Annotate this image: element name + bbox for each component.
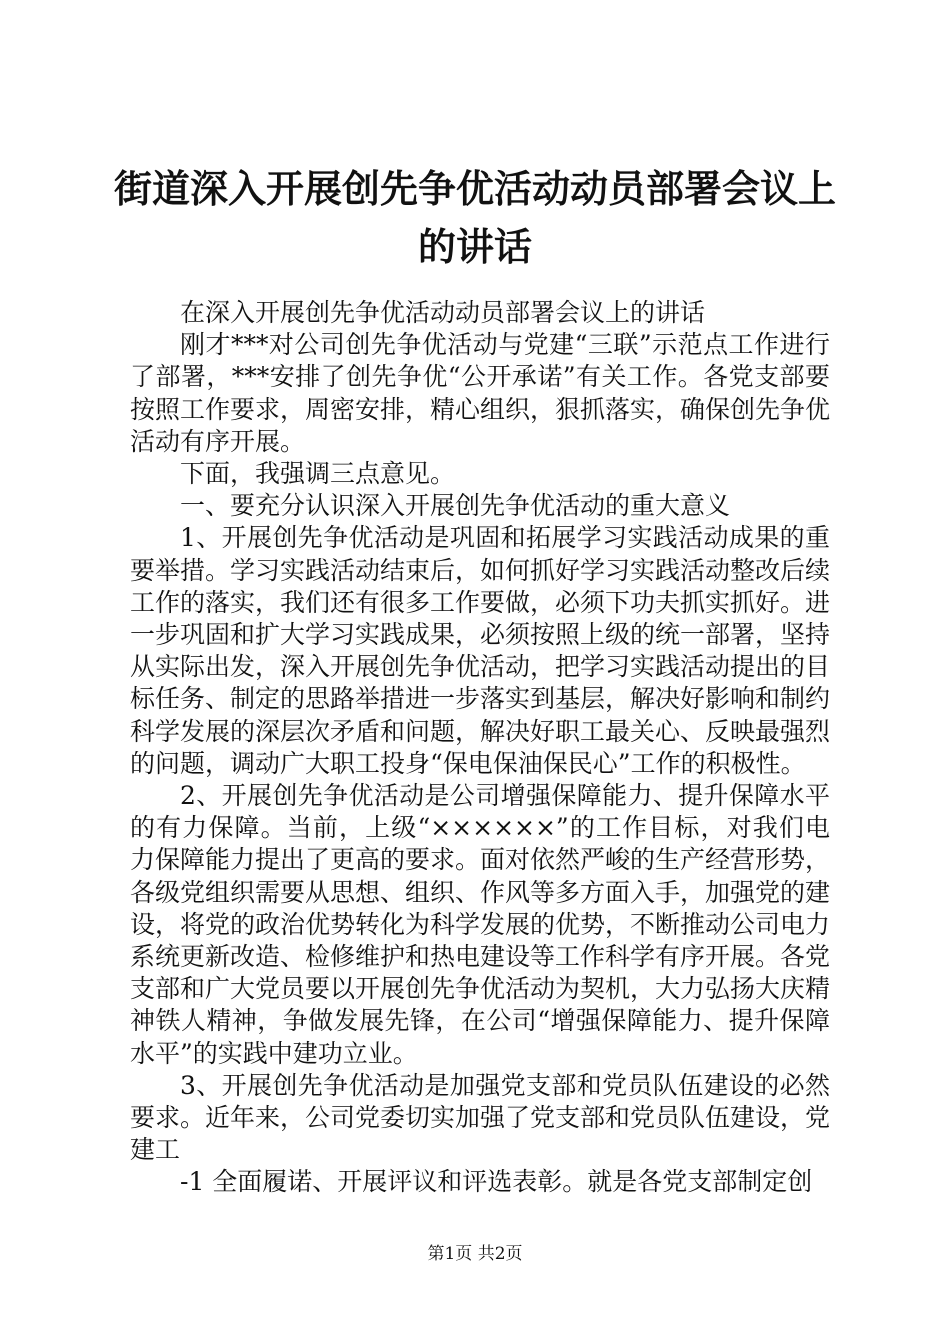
- paragraph-fragment: -1 全面履诺、开展评议和评选表彰。就是各党支部制定创: [180, 1167, 813, 1197]
- document-title: 街道深入开展创先争优活动动员部署会议上的讲话: [113, 167, 836, 269]
- page-footer: 第1页 共2页: [427, 1244, 523, 1264]
- paragraph-subtitle: 在深入开展创先争优活动动员部署会议上的讲话: [180, 298, 706, 327]
- section-heading-1: 一、要充分认识深入开展创先争优活动的重大意义: [180, 491, 731, 521]
- paragraph-opening: 刚才***对公司创先争优活动与党建“三联”示范点工作进行了部署，***安排了创先争优“公开承诺”有关工作。各党支部要按照工作要求，周密安排，精心组织，狠抓落实，确保创先争优活动有序开展。: [130, 330, 831, 456]
- paragraph-intro: 下面，我强调三点意见。: [180, 459, 456, 489]
- paragraph-point-2: 2、开展创先争优活动是公司增强保障能力、提升保障水平的有力保障。当前，上级“××××××”的工作目标，对我们电力保障能力提出了更高的要求。面对依然严峻的生产经营形势，各级党组织需要从思想、组织、作风等多方面入手，加强党的建设，将党的政治优势转化为科学发展的优势，不断推动公司电力系统更新改造、检修维护和热电建设等工作科学有序开展。各党支部和广大党员要以开展创先争优活动为契机，大力弘扬大庆精神铁人精神，争做发展先锋，在公司“增强保障能力、提升保障水平”的实践中建功立业。: [130, 781, 831, 1068]
- paragraph-point-1: 1、开展创先争优活动是巩固和拓展学习实践活动成果的重要举措。学习实践活动结束后，如何抓好学习实践活动整改后续工作的落实，我们还有很多工作要做，必须下功夫抓实抓好。进一步巩固和扩大学习实践成果，必须按照上级的统一部署，坚持从实际出发，深入开展创先争优活动，把学习实践活动提出的目标任务、制定的思路举措进一步落实到基层，解决好影响和制约科学发展的深层次矛盾和问题，解决好职工最关心、反映最强烈的问题，调动广大职工投身“保电保油保民心”工作的积极性。: [130, 523, 831, 778]
- paragraph-point-3: 3、开展创先争优活动是加强党支部和党员队伍建设的必然要求。近年来，公司党委切实加强了党支部和党员队伍建设，党建工: [130, 1070, 831, 1165]
- document-body: [130, 297, 830, 1199]
